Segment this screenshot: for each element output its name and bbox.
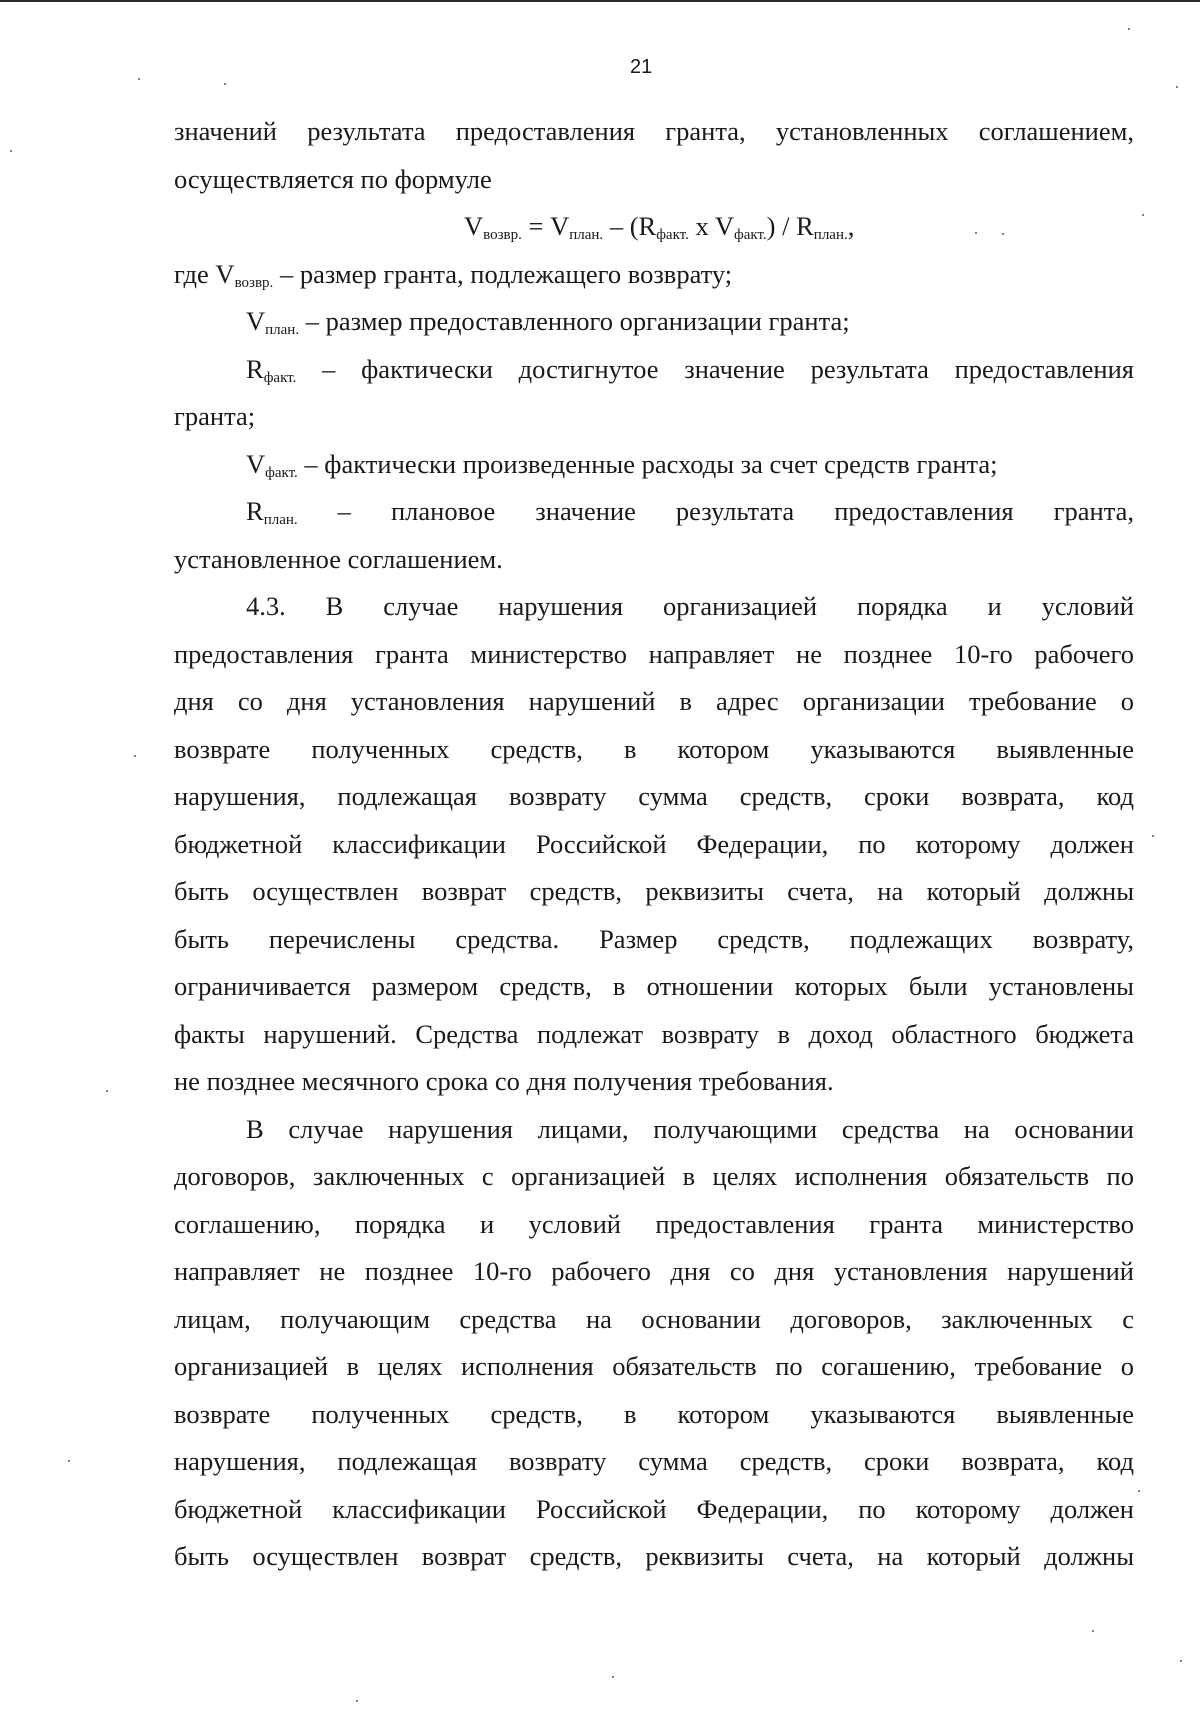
text-line: осуществляется по формуле	[174, 163, 492, 194]
text-line: бюджетной классификации Российской Федерации, по которому должен	[174, 1493, 1134, 1524]
text-line: быть осуществлен возврат средств, реквизиты счета, на который должны	[174, 876, 1134, 906]
text-line: установленное соглашением.	[174, 543, 503, 574]
scan-speck	[1142, 214, 1144, 216]
definition-line: $V_{факт.}$ – фактически произведенные расходы за счет средств гранта;	[246, 448, 998, 481]
text-line: договоров, заключенных с организацией в целях исполнения обязательств по	[174, 1161, 1134, 1191]
scan-speck	[1128, 28, 1130, 30]
text-line: организацией в целях исполнения обязательств по согашению, требование о	[174, 1351, 1134, 1381]
text-line: дня со дня установления нарушений в адрес организации требование о	[174, 686, 1134, 716]
definition-line: где $V_{возвр.}$ – размер гранта, подлежащего возврату;	[174, 258, 733, 291]
text-line: быть осуществлен возврат средств, реквизиты счета, на который должны	[174, 1541, 1134, 1571]
text-line: предоставления гранта министерство направляет не позднее 10-го рабочего	[174, 638, 1134, 669]
text-line: бюджетной классификации Российской Федерации, по которому должен	[174, 828, 1134, 859]
scan-speck	[356, 1700, 358, 1702]
scan-speck	[138, 78, 140, 80]
scan-speck	[612, 1676, 614, 1678]
scan-speck	[1176, 86, 1178, 88]
text-line: возврате полученных средств, в котором указываются выявленные	[174, 1398, 1134, 1429]
page-top-border	[0, 0, 1200, 2]
definition-line: $R_{план.}$ – плановое значение результата предоставления гранта,	[246, 496, 1134, 528]
document-body	[174, 108, 1134, 1581]
text-line: направляет не позднее 10-го рабочего дня со дня установления нарушений	[174, 1256, 1134, 1286]
scan-speck	[10, 150, 12, 152]
paragraph-first-line: В случае нарушения лицами, получающими средства на основании	[246, 1113, 1134, 1144]
text-line: ограничивается размером средств, в отношении которых были установлены	[174, 971, 1134, 1001]
scan-speck	[224, 83, 226, 85]
scan-speck	[106, 1090, 108, 1092]
text-line: факты нарушений. Средства подлежат возврату в доход областного бюджета	[174, 1018, 1134, 1049]
scan-speck	[1092, 1630, 1094, 1632]
scan-speck	[68, 1460, 70, 1462]
page-number: 21	[630, 56, 653, 78]
definition-line: $V_{план.}$ – размер предоставленного организации гранта;	[246, 306, 850, 338]
scan-speck	[1180, 1660, 1182, 1662]
scan-speck	[1152, 835, 1154, 837]
text-line: возврате полученных средств, в котором указываются выявленные	[174, 733, 1134, 764]
text-line: нарушения, подлежащая возврату сумма средств, сроки возврата, код	[174, 1446, 1134, 1476]
scan-speck	[1002, 233, 1004, 235]
scan-speck	[134, 755, 136, 757]
definition-line: $R_{факт.}$ – фактически достигнутое значение результата предоставления	[246, 353, 1134, 386]
text-line: быть перечислены средства. Размер средств, подлежащих возврату,	[174, 923, 1134, 954]
text-line: соглашению, порядка и условий предоставления гранта министерство	[174, 1208, 1134, 1239]
formula-line: $V_{возвр.} = V_{план.} - (R_{факт.}$ x $V_{факт.}) / R_{план.}$,	[464, 211, 855, 243]
text-line: значений результата предоставления гранта, установленных соглашением,	[174, 116, 1134, 146]
scan-speck	[975, 232, 977, 234]
scan-speck	[1138, 1490, 1140, 1492]
paragraph-first-line: 4.3. В случае нарушения организацией порядка и условий	[246, 591, 1134, 621]
text-line: нарушения, подлежащая возврату сумма средств, сроки возврата, код	[174, 781, 1134, 811]
text-line: лицам, получающим средства на основании договоров, заключенных с	[174, 1303, 1134, 1334]
text-line: не позднее месячного срока со дня получения требования.	[174, 1066, 834, 1096]
text-line: гранта;	[174, 401, 256, 431]
